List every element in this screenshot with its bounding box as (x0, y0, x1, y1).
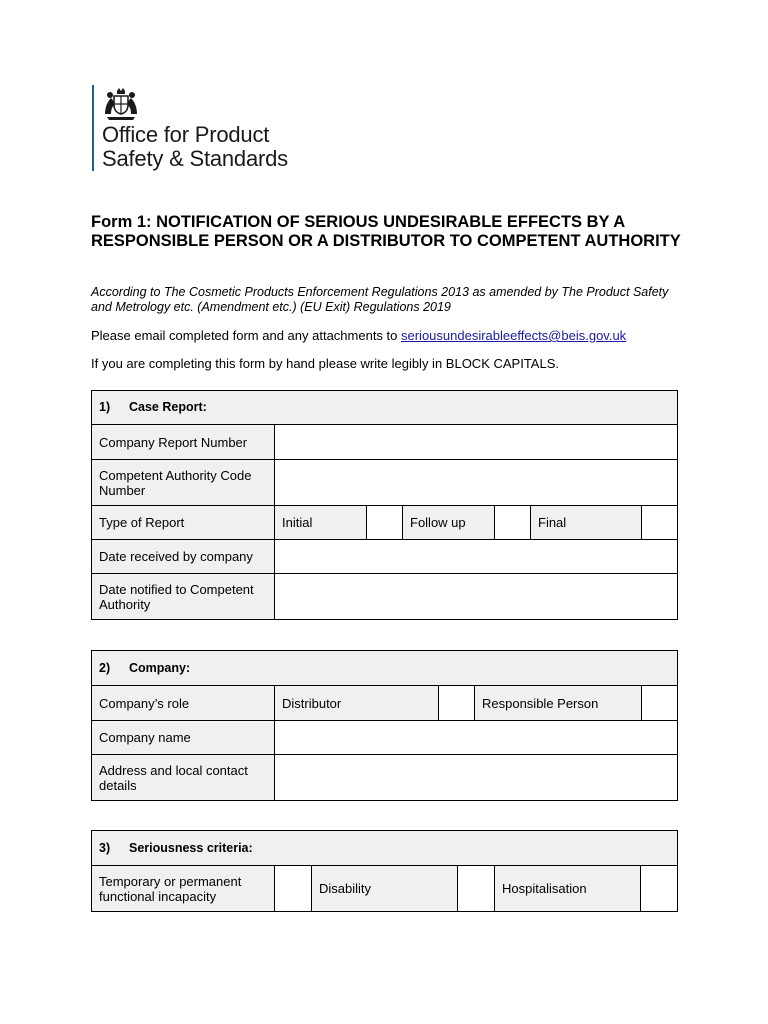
type-of-report-label: Type of Report (92, 506, 275, 540)
final-checkbox[interactable] (642, 506, 678, 540)
initial-checkbox[interactable] (367, 506, 403, 540)
section-header (92, 391, 678, 425)
logo-text-line2: Safety & Standards (102, 146, 288, 171)
seriousness-criteria-table (91, 830, 678, 912)
section-number: 2) (99, 660, 111, 675)
section-number: 3) (99, 840, 111, 855)
email-instruction (91, 328, 626, 344)
royal-coat-of-arms-icon (102, 87, 140, 121)
disability-label: Disability (312, 866, 458, 912)
date-notified-field[interactable] (275, 574, 678, 620)
address-field[interactable] (275, 755, 678, 801)
date-received-field[interactable] (275, 540, 678, 574)
functional-incapacity-checkbox[interactable] (275, 866, 312, 912)
hospitalisation-label: Hospitalisation (495, 866, 641, 912)
functional-incapacity-label: Temporary or permanent functional incapacity (92, 866, 275, 912)
date-received-label: Date received by company (92, 540, 275, 574)
company-report-number-label: Company Report Number (92, 425, 275, 460)
section-header (92, 651, 678, 686)
initial-label: Initial (275, 506, 367, 540)
email-prefix: Please email completed form and any attachments to (91, 328, 401, 343)
company-name-field[interactable] (275, 721, 678, 755)
handwriting-note: If you are completing this form by hand please write legibly in BLOCK CAPITALS. (91, 356, 559, 371)
address-label: Address and local contact details (92, 755, 275, 801)
hospitalisation-checkbox[interactable] (641, 866, 678, 912)
logo-text-line1: Office for Product (102, 122, 270, 147)
final-label: Final (531, 506, 642, 540)
section-header (92, 831, 678, 866)
logo-bar (92, 85, 94, 171)
company-report-number-field[interactable] (275, 425, 678, 460)
follow-up-label: Follow up (403, 506, 495, 540)
section-title: Seriousness criteria: (129, 840, 253, 855)
company-table (91, 650, 678, 801)
disability-checkbox[interactable] (458, 866, 495, 912)
opss-logo (92, 85, 332, 175)
competent-authority-code-field[interactable] (275, 460, 678, 506)
case-report-table (91, 390, 678, 620)
form-title: Form 1: NOTIFICATION OF SERIOUS UNDESIRABLE EFFECTS BY A RESPONSIBLE PERSON OR A DISTRIBUTOR TO COMPETENT AUTHORITY (91, 213, 681, 250)
section-number: 1) (99, 400, 111, 414)
distributor-label: Distributor (275, 686, 439, 721)
responsible-person-label: Responsible Person (475, 686, 642, 721)
company-name-label: Company name (92, 721, 275, 755)
regulation-intro: According to The Cosmetic Products Enforcement Regulations 2013 as amended by The Product Safety and Metrology etc. (Amendment etc.) (EU Exit) Regulations 2019 (91, 285, 669, 314)
responsible-person-checkbox[interactable] (642, 686, 678, 721)
section-title: Case Report: (129, 400, 207, 414)
company-role-label: Company’s role (92, 686, 275, 721)
email-link[interactable]: seriousundesirableeffects@beis.gov.uk (401, 328, 627, 343)
distributor-checkbox[interactable] (439, 686, 475, 721)
section-title: Company: (129, 660, 191, 675)
competent-authority-code-label: Competent Authority Code Number (92, 460, 275, 506)
follow-up-checkbox[interactable] (495, 506, 531, 540)
date-notified-label: Date notified to Competent Authority (92, 574, 275, 620)
